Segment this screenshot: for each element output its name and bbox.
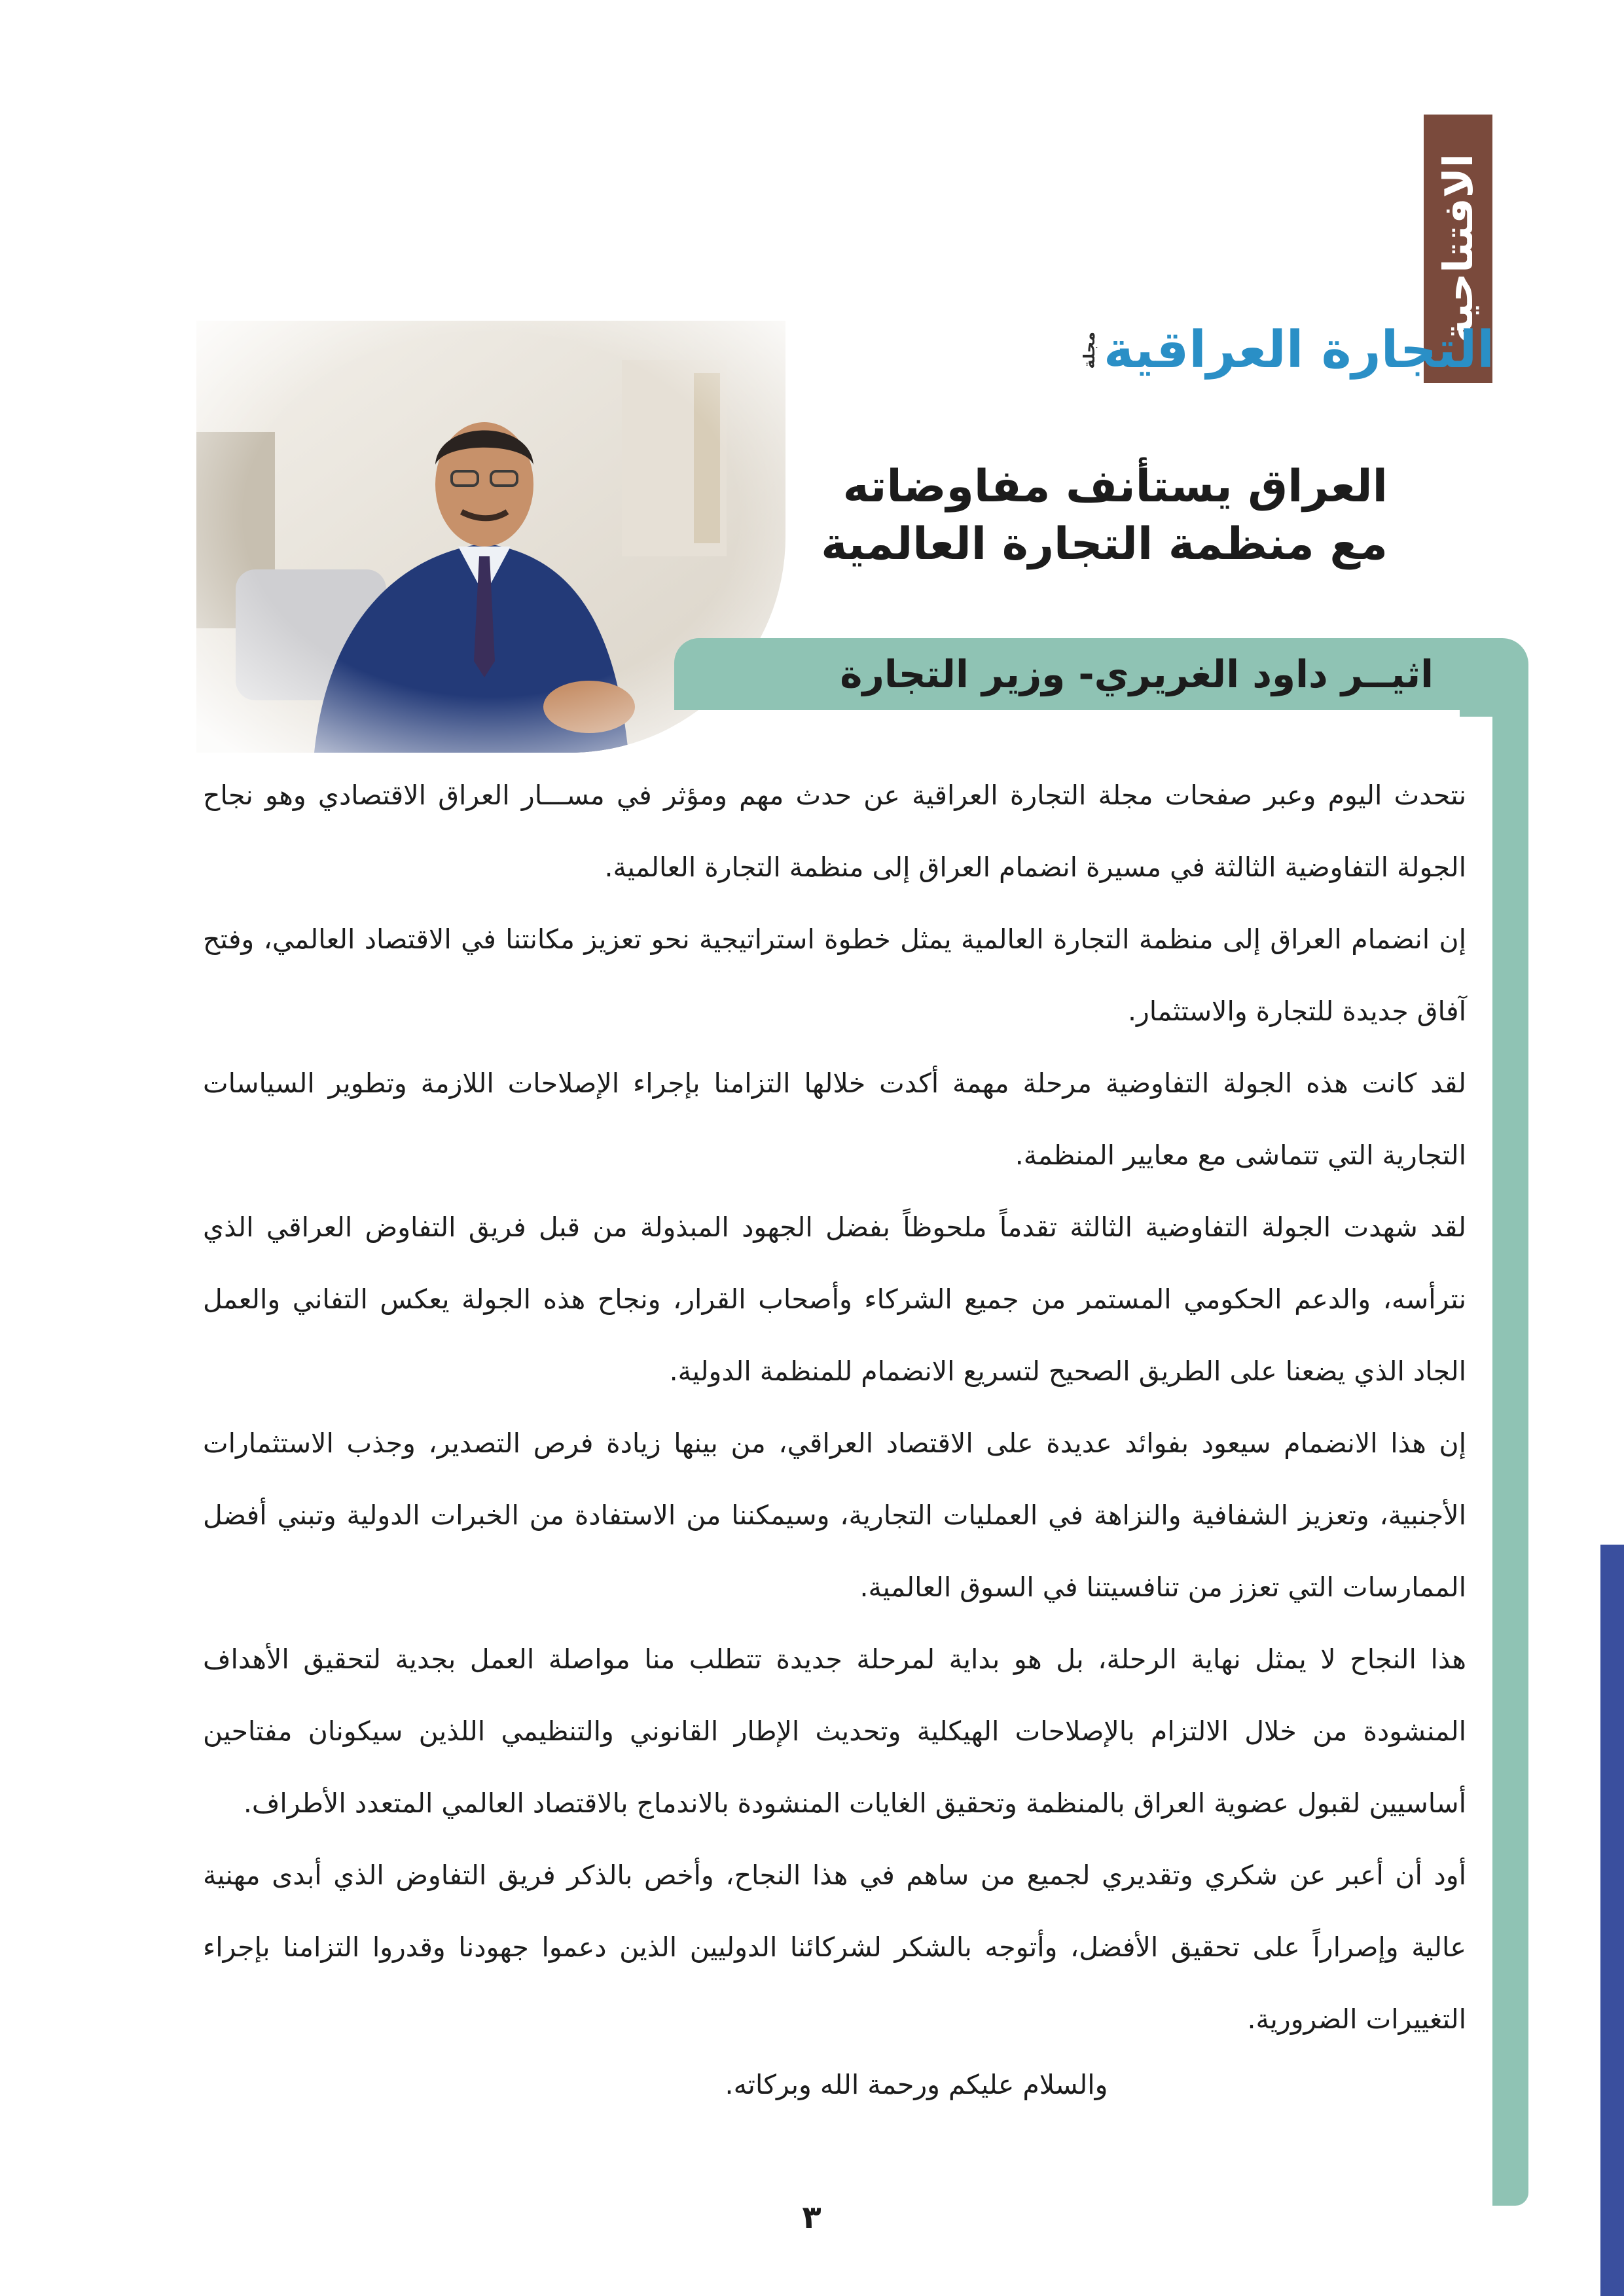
paragraph: لقد شهدت الجولة التفاوضية الثالثة تقدماً ملحوظاً بفضل الجهود المبذولة من قبل فريق التفاوض العراقي الذي نترأسه، والدعم الحكومي المستمر من جميع الشركاء وأصحاب القرار، ونجاح هذه الجولة يعكس التفاني والعمل الجاد الذي يضعنا على الطريق الصحيح لتسريع الانضمام للمنظمة الدولية. <box>203 1211 1466 1387</box>
frame-right-bar <box>1492 681 1528 2206</box>
paragraph: لقد كانت هذه الجولة التفاوضية مرحلة مهمة أكدت خلالها التزامنا بإجراء الإصلاحات اللازمة وتطوير السياسات التجارية التي تتماشى مع معايير المنظمة. <box>203 1067 1466 1171</box>
paragraph: نتحدث اليوم وعبر صفحات مجلة التجارة العراقية عن حدث مهم ومؤثر في مســـار العراق الاقتصادي وهو نجاح الجولة التفاوضية الثالثة في مسيرة انضمام العراق إلى منظمة التجارة العالمية. <box>203 780 1466 883</box>
page-number: ٣ <box>802 2199 821 2236</box>
article-body <box>203 759 1466 2055</box>
magazine-logo <box>1080 314 1494 386</box>
headline-line-1: العراق يستأنف مفاوضاته <box>842 461 1388 512</box>
headline <box>812 458 1388 574</box>
page-edge-bar <box>1600 1545 1624 2296</box>
logo-title: التجارة العراقية <box>1104 321 1494 380</box>
author-byline: اثيــر داود الغريري- وزير التجارة <box>840 652 1434 696</box>
section-tab-label: الافتتاحية <box>1434 154 1482 344</box>
paragraph: إن انضمام العراق إلى منظمة التجارة العالمية يمثل خطوة استراتيجية نحو تعزيز مكانتنا في الاقتصاد العالمي، وفتح آفاق جديدة للتجارة والاستثمار. <box>203 924 1466 1027</box>
paragraph: إن هذا الانضمام سيعود بفوائد عديدة على الاقتصاد العراقي، من بينها زيادة فرص التصدير، وجذب الاستثمارات الأجنبية، وتعزيز الشفافية والنزاهة في العمليات التجارية، وسيمكننا من الاستفادة من الخبرات الدولية وتبني أفضل الممارسات التي تعزز من تنافسيتنا في السوق العالمية. <box>203 1427 1466 1603</box>
paragraph: أود أن أعبر عن شكري وتقديري لجميع من ساهم في هذا النجاح، وأخص بالذكر فريق التفاوض الذي أبدى مهنية عالية وإصراراً على تحقيق الأفضل، وأتوجه بالشكر لشركائنا الدوليين الذين دعموا جهودنا وقدروا التزامنا بإجراء التغييرات الضرورية. <box>203 1859 1466 2035</box>
closing-greeting: والسلام عليكم ورحمة الله وبركاته. <box>725 2069 1108 2100</box>
paragraph: هذا النجاح لا يمثل نهاية الرحلة، بل هو بداية لمرحلة جديدة تتطلب منا مواصلة العمل بجدية لتحقيق الأهداف المنشودة من خلال الالتزام بالإصلاحات الهيكلية وتحديث الإطار القانوني والتنظيمي اللذين سيكونان مفتاحين أساسيين لقبول عضوية العراق بالمنظمة وتحقيق الغايات المنشودة بالاندماج بالاقتصاد العالمي المتعدد الأطراف. <box>203 1643 1466 1819</box>
logo-small-label: مجلة <box>1080 331 1098 369</box>
headline-line-2: مع منظمة التجارة العالمية <box>821 518 1388 571</box>
